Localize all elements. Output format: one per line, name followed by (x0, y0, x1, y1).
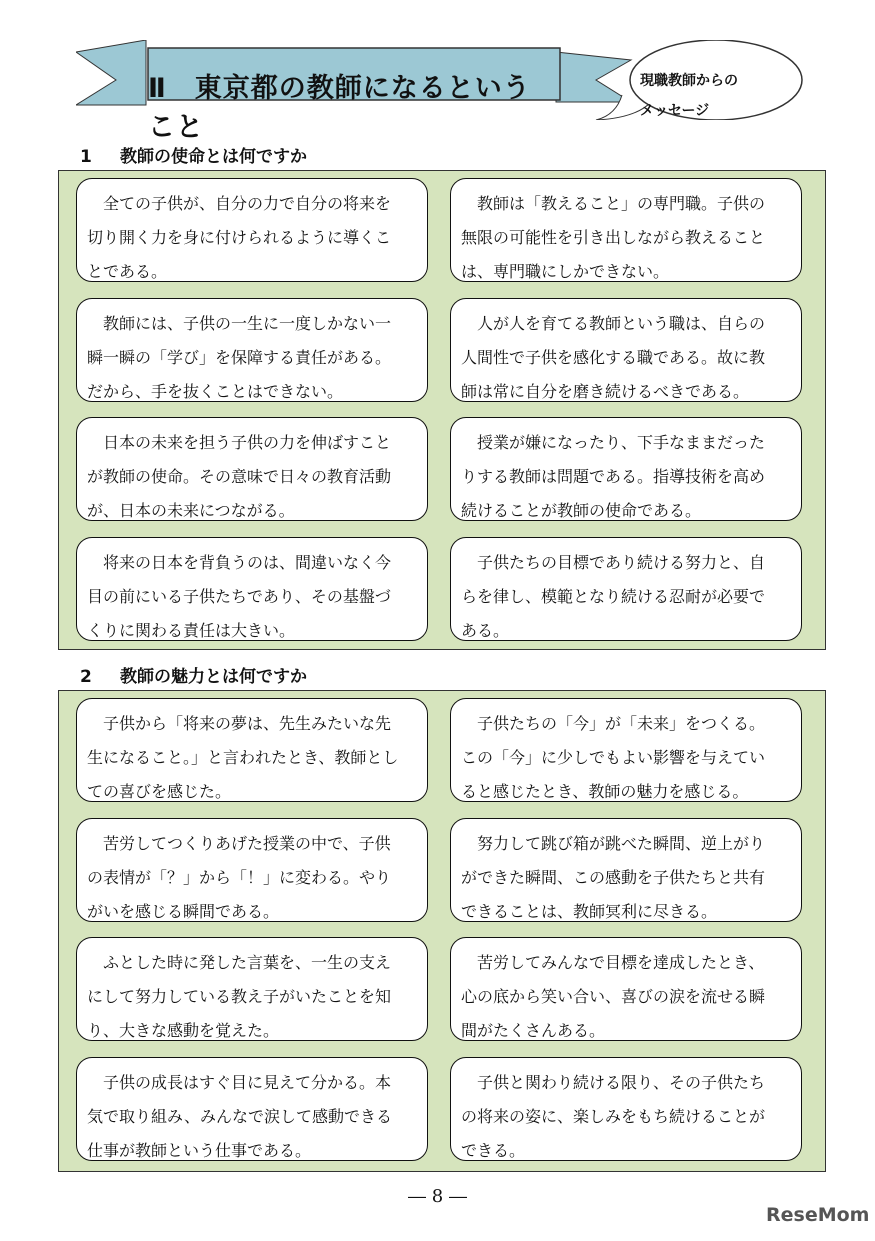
message-box (76, 698, 428, 802)
message-line: 気で取り組み、みんなで涙して感動できる (87, 1106, 392, 1126)
message-line: の表情が「？」から「！」に変わる。やり (87, 867, 392, 887)
message-box (76, 537, 428, 641)
message-line: 将来の日本を背負うのは、間違いなく今 (87, 552, 392, 572)
message-box (76, 178, 428, 282)
section-2-panel (58, 690, 826, 1172)
message-line: ると感じたとき、教師の魅力を感じる。 (461, 782, 749, 801)
message-line: 教師は「教えること」の専門職。子供の (461, 194, 766, 213)
message-box (450, 298, 802, 402)
message-line: 子供たちの「今」が「未来」をつくる。 (461, 714, 766, 733)
bubble-line: 現職教師からの (640, 73, 738, 89)
message-line: が、日本の未来につながる。 (87, 501, 295, 520)
speech-bubble-text (640, 66, 738, 126)
message-line: 続けることが教師の使命である。 (461, 501, 702, 520)
message-line: 子供から「将来の夢は、先生みたいな先 (87, 714, 392, 733)
message-line: りする教師は問題である。指導技術を高め (461, 467, 766, 486)
message-box (450, 698, 802, 802)
page-number: ― 8 ― (408, 1186, 467, 1207)
section-2-heading (80, 662, 307, 687)
message-line: 無限の可能性を引き出しながら教えること (461, 228, 766, 247)
message-box (76, 1057, 428, 1161)
message-line: 全ての子供が、自分の力で自分の将来を (87, 194, 392, 213)
message-box (76, 937, 428, 1041)
message-line: この「今」に少しでもよい影響を与えてい (461, 748, 766, 767)
message-line: 目の前にいる子供たちであり、その基盤づ (87, 586, 391, 606)
message-box (450, 1057, 802, 1161)
message-line: 子供たちの目標であり続ける努力と、自 (461, 552, 766, 572)
bubble-line: メッセージ (640, 103, 710, 119)
chapter-title: Ⅱ 東京都の教師になるということ (148, 73, 531, 143)
message-box (76, 417, 428, 521)
message-line: 師は常に自分を磨き続けるべきである。 (461, 381, 750, 401)
message-line: 苦労してみんなで目標を達成したとき、 (461, 953, 765, 972)
message-line: は、専門職にしかできない。 (461, 262, 670, 281)
message-line: ての喜びを感じた。 (87, 782, 232, 801)
message-line: 生になること。」と言われたとき、教師とし (87, 748, 399, 767)
message-box (450, 417, 802, 521)
resemom-logo: ReseMom (766, 1204, 870, 1226)
section-title: 教師の魅力とは何ですか (120, 667, 307, 687)
message-line: 人が人を育てる教師という職は、自らの (461, 313, 766, 333)
message-line: ある。 (461, 620, 510, 640)
message-line: 切り開く力を身に付けられるように導くこ (87, 228, 392, 247)
message-line: ふとした時に発した言葉を、一生の支え (87, 953, 392, 972)
message-box (450, 818, 802, 922)
message-line: できることは、教師冥利に尽きる。 (461, 901, 718, 921)
message-line: 間がたくさんある。 (461, 1021, 606, 1040)
message-line: できる。 (461, 1140, 526, 1160)
message-line: 子供の成長はすぐ目に見えて分かる。本 (87, 1072, 392, 1092)
section-1-panel (58, 170, 826, 650)
section-number: 1 (80, 147, 92, 167)
section-title: 教師の使命とは何ですか (120, 147, 307, 167)
section-number: 2 (80, 667, 92, 687)
message-line: が教師の使命。その意味で日々の教育活動 (87, 467, 392, 486)
message-line: がいを感じる瞬間である。 (87, 901, 280, 921)
section-1-heading (80, 142, 307, 167)
message-line: 授業が嫌になったり、下手なままだった (461, 433, 766, 452)
message-box (450, 178, 802, 282)
message-line: にして努力している教え子がいたことを知 (87, 987, 392, 1006)
message-line: とである。 (87, 262, 168, 281)
message-line: 苦労してつくりあげた授業の中で、子供 (87, 833, 391, 853)
message-line: 努力して跳び箱が跳べた瞬間、逆上がり (461, 833, 766, 853)
message-line: ができた瞬間、この感動を子供たちと共有 (461, 867, 766, 887)
message-line: くりに関わる責任は大きい。 (87, 620, 296, 640)
message-box (450, 537, 802, 641)
message-box (76, 298, 428, 402)
message-line: 仕事が教師という仕事である。 (87, 1140, 312, 1160)
message-line: の将来の姿に、楽しみをもち続けることが (461, 1106, 766, 1126)
message-line: だから、手を抜くことはできない。 (87, 381, 344, 401)
message-line: 瞬一瞬の「学び」を保障する責任がある。 (87, 347, 392, 367)
message-line: 日本の未来を担う子供の力を伸ばすこと (87, 433, 392, 452)
message-line: らを律し、模範となり続ける忍耐が必要で (461, 586, 766, 606)
message-line: 心の底から笑い合い、喜びの涙を流せる瞬 (461, 987, 766, 1006)
message-box (450, 937, 802, 1041)
message-line: 人間性で子供を感化する職である。故に教 (461, 347, 766, 367)
message-line: 子供と関わり続ける限り、その子供たち (461, 1072, 766, 1092)
message-line: 教師には、子供の一生に一度しかない一 (87, 313, 392, 333)
message-line: り、大きな感動を覚えた。 (87, 1021, 280, 1040)
message-box (76, 818, 428, 922)
